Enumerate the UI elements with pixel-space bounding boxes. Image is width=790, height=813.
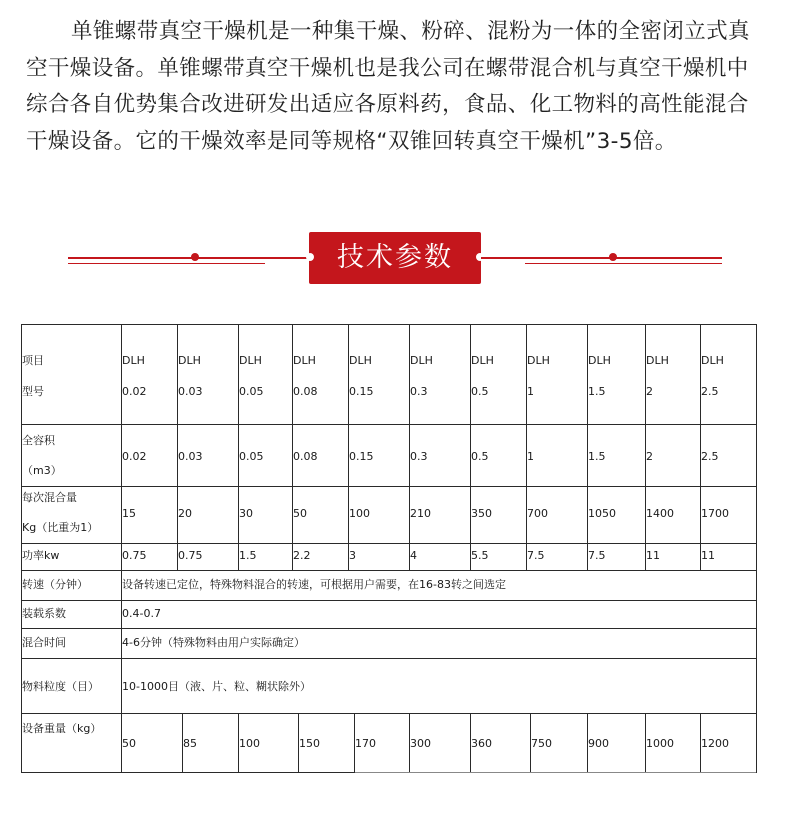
power-value: 0.75 xyxy=(122,549,147,562)
weight-value: 1200 xyxy=(701,737,729,750)
model-number: 0.02 xyxy=(122,385,147,398)
power-value: 7.5 xyxy=(527,549,545,562)
power-value: 0.75 xyxy=(178,549,203,562)
weight-value: 1000 xyxy=(646,737,674,750)
row-label-speed: 转速（分钟） xyxy=(22,578,88,591)
table-rule xyxy=(21,713,757,714)
model-number: 0.05 xyxy=(239,385,264,398)
model-prefix: DLH xyxy=(588,354,611,367)
banner-left-line xyxy=(68,257,309,259)
weight-value: 170 xyxy=(355,737,376,750)
power-value: 11 xyxy=(701,549,715,562)
batch-value: 1050 xyxy=(588,507,616,520)
model-prefix: DLH xyxy=(527,354,550,367)
volume-value: 0.03 xyxy=(178,450,203,463)
model-number: 1 xyxy=(527,385,534,398)
intro-paragraph: 单锥螺带真空干燥机是一种集干燥、粉碎、混粉为一体的全密闭立式真空干燥设备。单锥螺带真空干燥机也是我公司在螺带混合机与真空干燥机中综合各自优势集合改进研发出适应各原料药，食品、化工物料的高性能混合干燥设备。它的干燥效率是同等规格“双锥回转真空干燥机”3-5倍。 xyxy=(26,19,750,154)
model-number: 2 xyxy=(646,385,653,398)
row-label-particle: 物料粒度（目） xyxy=(22,680,99,693)
weight-value: 300 xyxy=(410,737,431,750)
power-value: 11 xyxy=(646,549,660,562)
banner-left-underline xyxy=(68,263,265,264)
volume-value: 0.5 xyxy=(471,450,489,463)
volume-value: 0.02 xyxy=(122,450,147,463)
model-number: 1.5 xyxy=(588,385,606,398)
model-number: 2.5 xyxy=(701,385,719,398)
power-value: 1.5 xyxy=(239,549,257,562)
row-label-volume-unit: （m3） xyxy=(22,464,62,477)
power-value: 5.5 xyxy=(471,549,489,562)
power-value: 7.5 xyxy=(588,549,606,562)
model-number: 0.15 xyxy=(349,385,374,398)
row-label-mixtime: 混合时间 xyxy=(22,636,66,649)
table-rule xyxy=(21,600,757,601)
volume-value: 0.05 xyxy=(239,450,264,463)
particle-value: 10-1000目（液、片、粒、糊状除外） xyxy=(122,680,311,693)
banner-right-dot xyxy=(609,253,617,261)
weight-value: 360 xyxy=(471,737,492,750)
weight-value: 750 xyxy=(531,737,552,750)
table-rule xyxy=(21,570,757,571)
banner-right-underline xyxy=(525,263,722,264)
row-label-batch-unit: Kg（比重为1） xyxy=(22,521,99,534)
volume-value: 1 xyxy=(527,450,534,463)
row-label-fill: 装载系数 xyxy=(22,607,66,620)
table-header-model: 型号 xyxy=(22,385,44,398)
volume-value: 1.5 xyxy=(588,450,606,463)
batch-value: 15 xyxy=(122,507,136,520)
row-label-weight: 设备重量（kg） xyxy=(22,722,102,735)
weight-value: 150 xyxy=(299,737,320,750)
table-header-item: 项目 xyxy=(22,354,44,367)
row-label-volume: 全容积 xyxy=(22,434,55,447)
section-title: 技术参数 xyxy=(309,232,481,284)
model-prefix: DLH xyxy=(293,354,316,367)
table-rule xyxy=(21,628,757,629)
volume-value: 0.15 xyxy=(349,450,374,463)
weight-value: 100 xyxy=(239,737,260,750)
table-rule xyxy=(21,772,356,773)
model-prefix: DLH xyxy=(349,354,372,367)
model-prefix: DLH xyxy=(701,354,724,367)
batch-value: 20 xyxy=(178,507,192,520)
power-value: 4 xyxy=(410,549,417,562)
model-number: 0.3 xyxy=(410,385,428,398)
banner-left-dot xyxy=(191,253,199,261)
power-value: 3 xyxy=(349,549,356,562)
row-label-batch: 每次混合量 xyxy=(22,491,77,504)
model-prefix: DLH xyxy=(471,354,494,367)
fill-value: 0.4-0.7 xyxy=(122,607,161,620)
model-prefix: DLH xyxy=(122,354,145,367)
table-rule xyxy=(21,424,757,425)
speed-value: 设备转速已定位，特殊物料混合的转速，可根据用户需要，在16-83转之间选定 xyxy=(122,578,506,591)
batch-value: 210 xyxy=(410,507,431,520)
batch-value: 350 xyxy=(471,507,492,520)
table-rule xyxy=(21,486,757,487)
volume-value: 0.3 xyxy=(410,450,428,463)
batch-value: 1700 xyxy=(701,507,729,520)
model-number: 0.08 xyxy=(293,385,318,398)
model-number: 0.03 xyxy=(178,385,203,398)
volume-value: 2.5 xyxy=(701,450,719,463)
batch-value: 700 xyxy=(527,507,548,520)
weight-value: 900 xyxy=(588,737,609,750)
batch-value: 50 xyxy=(293,507,307,520)
batch-value: 30 xyxy=(239,507,253,520)
row-label-power: 功率kw xyxy=(22,549,60,562)
weight-value: 85 xyxy=(183,737,197,750)
volume-value: 0.08 xyxy=(293,450,318,463)
model-prefix: DLH xyxy=(646,354,669,367)
power-value: 2.2 xyxy=(293,549,311,562)
batch-value: 100 xyxy=(349,507,370,520)
model-number: 0.5 xyxy=(471,385,489,398)
banner-right-line xyxy=(481,257,722,259)
model-prefix: DLH xyxy=(410,354,433,367)
weight-value: 50 xyxy=(122,737,136,750)
section-banner xyxy=(0,232,790,286)
mixtime-value: 4-6分钟（特殊物料由用户实际确定） xyxy=(122,636,305,649)
table-rule xyxy=(21,543,757,544)
model-prefix: DLH xyxy=(239,354,262,367)
batch-value: 1400 xyxy=(646,507,674,520)
table-rule xyxy=(21,658,757,659)
table-rule xyxy=(21,324,757,325)
volume-value: 2 xyxy=(646,450,653,463)
table-border-right xyxy=(756,324,757,773)
table-rule xyxy=(355,772,757,773)
model-prefix: DLH xyxy=(178,354,201,367)
